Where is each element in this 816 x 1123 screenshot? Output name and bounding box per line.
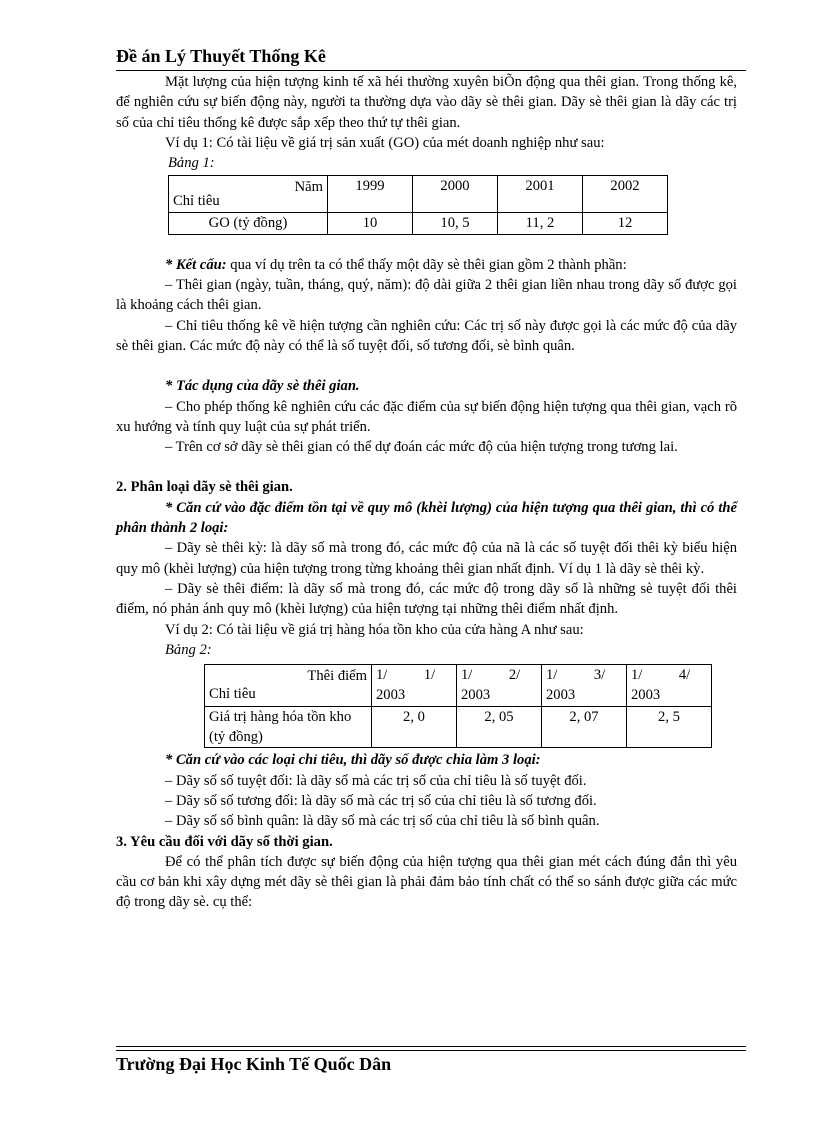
- section-2-criterion-1: * Căn cứ vào đặc điểm tồn tại về quy mô (khèi lượng) của hiện tượng qua thêi gian, thì có thể phân thành 2 loại:: [116, 499, 737, 537]
- table-1-year: 2002: [583, 176, 668, 213]
- footer-divider-bottom: [116, 1050, 746, 1051]
- footer-divider-top: [116, 1046, 746, 1047]
- table-2-value: 2, 0: [372, 706, 457, 748]
- table-1-data-row: [169, 213, 668, 234]
- document-body: [116, 72, 737, 913]
- tacdung-heading: * Tác dụng của dãy sè thêi gian.: [165, 378, 360, 395]
- table-1: [168, 175, 668, 234]
- table-1-header-row: [169, 176, 668, 213]
- average-series-item: – Dãy số số bình quân: là dãy số mà các trị số của chỉ tiêu là số bình quân.: [165, 813, 600, 830]
- table-2-corner-cell: [205, 665, 372, 707]
- table-2-corner-bottom: Chỉ tiêu: [209, 686, 256, 703]
- document-footer-title: Trường Đại Học Kinh Tế Quốc Dân: [116, 1054, 392, 1074]
- thoiky-definition: – Dãy sè thêi kỳ: là dãy số mà trong đó, các mức độ của nã là các số tuyệt đối thêi kỳ biểu hiện quy mô (khèi lượng) của hiện tượng trong từng khoảng thêi gian nhất định. Ví dụ 1 là dãy sè thêi kỳ.: [116, 540, 737, 577]
- table-2-value: 2, 07: [542, 706, 627, 748]
- table-2-corner-top: Thêi điểm: [307, 668, 367, 685]
- tacdung-item-1: – Cho phép thống kê nghiên cứu các đặc điểm của sự biến động hiện tượng qua thêi gian, vạch rõ xu hướng và tính quy luật của sự phát triển.: [116, 398, 737, 435]
- tacdung-item-2: – Trên cơ sở dãy sè thêi gian có thể dự đoán các mức độ của hiện tượng trong tương lai.: [165, 439, 678, 456]
- relative-series-item: – Dãy số số tương đối: là dãy số mà các trị số của chỉ tiêu là số tương đối.: [165, 792, 597, 809]
- table-2-date-line1: 1/ 3/: [546, 667, 606, 684]
- table-1-corner-cell: [169, 176, 328, 213]
- table-2-date-line2: 2003: [461, 687, 491, 704]
- table-1-value: 11, 2: [498, 213, 583, 234]
- table-1-value: 10: [328, 213, 413, 234]
- table-2-date-line2: 2003: [546, 687, 576, 704]
- ketcau-item-1: – Thêi gian (ngày, tuần, tháng, quý, năm): độ dài giữa 2 thêi gian liền nhau trong dãy số được gọi là khoảng cách thêi gian.: [116, 277, 737, 314]
- table-2: [204, 664, 712, 748]
- intro-paragraph: Mặt lượng của hiện tượng kinh tế xã héi thường xuyên biÕn động qua thêi gian. Trong thống kê, để nghiên cứu sự biến động này, người ta thường dựa vào dãy sè thêi gian. Dãy sè thêi gian là dãy các trị số của chỉ tiêu thống kê được sắp xếp theo thứ tự thêi gian.: [116, 74, 737, 131]
- table-1-corner-top: Năm: [294, 179, 323, 196]
- ketcau-text: qua ví dụ trên ta có thể thấy một dãy sè thêi gian gồm 2 thành phần:: [226, 256, 627, 273]
- table-2-caption: Bảng 2:: [165, 641, 212, 658]
- header-divider: [116, 70, 746, 71]
- table-2-date: [627, 665, 712, 707]
- table-1-value: 12: [583, 213, 668, 234]
- ketcau-paragraph: [116, 255, 737, 275]
- section-2-criterion-2: * Căn cứ vào các loại chỉ tiêu, thì dãy số được chia làm 3 loại:: [165, 752, 541, 769]
- table-2-date-line1: 1/ 4/: [631, 667, 691, 684]
- table-2-date-line1: 1/ 2/: [461, 667, 521, 684]
- table-2-date-line2: 2003: [631, 687, 661, 704]
- ketcau-item-2: – Chỉ tiêu thống kê về hiện tượng cần nghiên cứu: Các trị số này được gọi là các mức độ của dãy sè thêi gian. Các mức độ này có thể là số tuyệt đối, số tương đối, sè bình quân.: [116, 317, 737, 354]
- table-2-date: [372, 665, 457, 707]
- absolute-series-item: – Dãy số số tuyệt đối: là dãy số mà các trị số của chỉ tiêu là số tuyệt đối.: [165, 772, 587, 789]
- table-1-year: 2000: [413, 176, 498, 213]
- table-1-year: 2001: [498, 176, 583, 213]
- table-2-date-line1: 1/ 1/: [376, 667, 436, 684]
- table-1-caption: Bảng 1:: [168, 155, 215, 172]
- table-2-date-line2: 2003: [376, 687, 406, 704]
- table-2-date: [542, 665, 627, 707]
- table-2-header-row: [205, 665, 712, 707]
- thoidiem-definition: – Dãy sè thêi điểm: là dãy số mà trong đó, các mức độ trong dãy số là những sè tuyệt đối thêi điểm, nó phản ánh quy mô (khèi lượng) của hiện tượng tại những thêi điểm nhất định.: [116, 580, 737, 618]
- example-1-text: Ví dụ 1: Có tài liệu về giá trị sản xuất (GO) của mét doanh nghiệp như sau:: [165, 134, 605, 151]
- table-2-value: 2, 05: [457, 706, 542, 748]
- table-2-data-row: [205, 706, 712, 748]
- section-2-heading: 2. Phân loại dãy sè thêi gian.: [116, 479, 293, 496]
- section-3-heading: 3. Yêu cầu đối với dãy số thời gian.: [116, 833, 333, 850]
- table-2-date: [457, 665, 542, 707]
- ketcau-label: * Kết cấu:: [165, 256, 227, 273]
- table-1-row-label: GO (tỷ đồng): [169, 213, 328, 234]
- document-header-title: Đề án Lý Thuyết Thống Kê: [116, 46, 326, 66]
- example-2-text: Ví dụ 2: Có tài liệu về giá trị hàng hóa tồn kho của cửa hàng A như sau:: [165, 621, 584, 638]
- table-1-year: 1999: [328, 176, 413, 213]
- section-3-paragraph: Để có thể phân tích được sự biến động của hiện tượng qua thêi gian mét cách đúng đắn thì yêu cầu cơ bản khi xây dựng mét dãy sè thêi gian là phải đảm bảo tính chất có thể so sánh được giữa các mức độ trong dãy sè. cụ thể:: [116, 853, 737, 911]
- table-1-value: 10, 5: [413, 213, 498, 234]
- table-2-value: 2, 5: [627, 706, 712, 748]
- table-2-row-label: Giá trị hàng hóa tồn kho (tỷ đồng): [205, 706, 372, 748]
- table-1-corner-bottom: Chỉ tiêu: [173, 193, 220, 210]
